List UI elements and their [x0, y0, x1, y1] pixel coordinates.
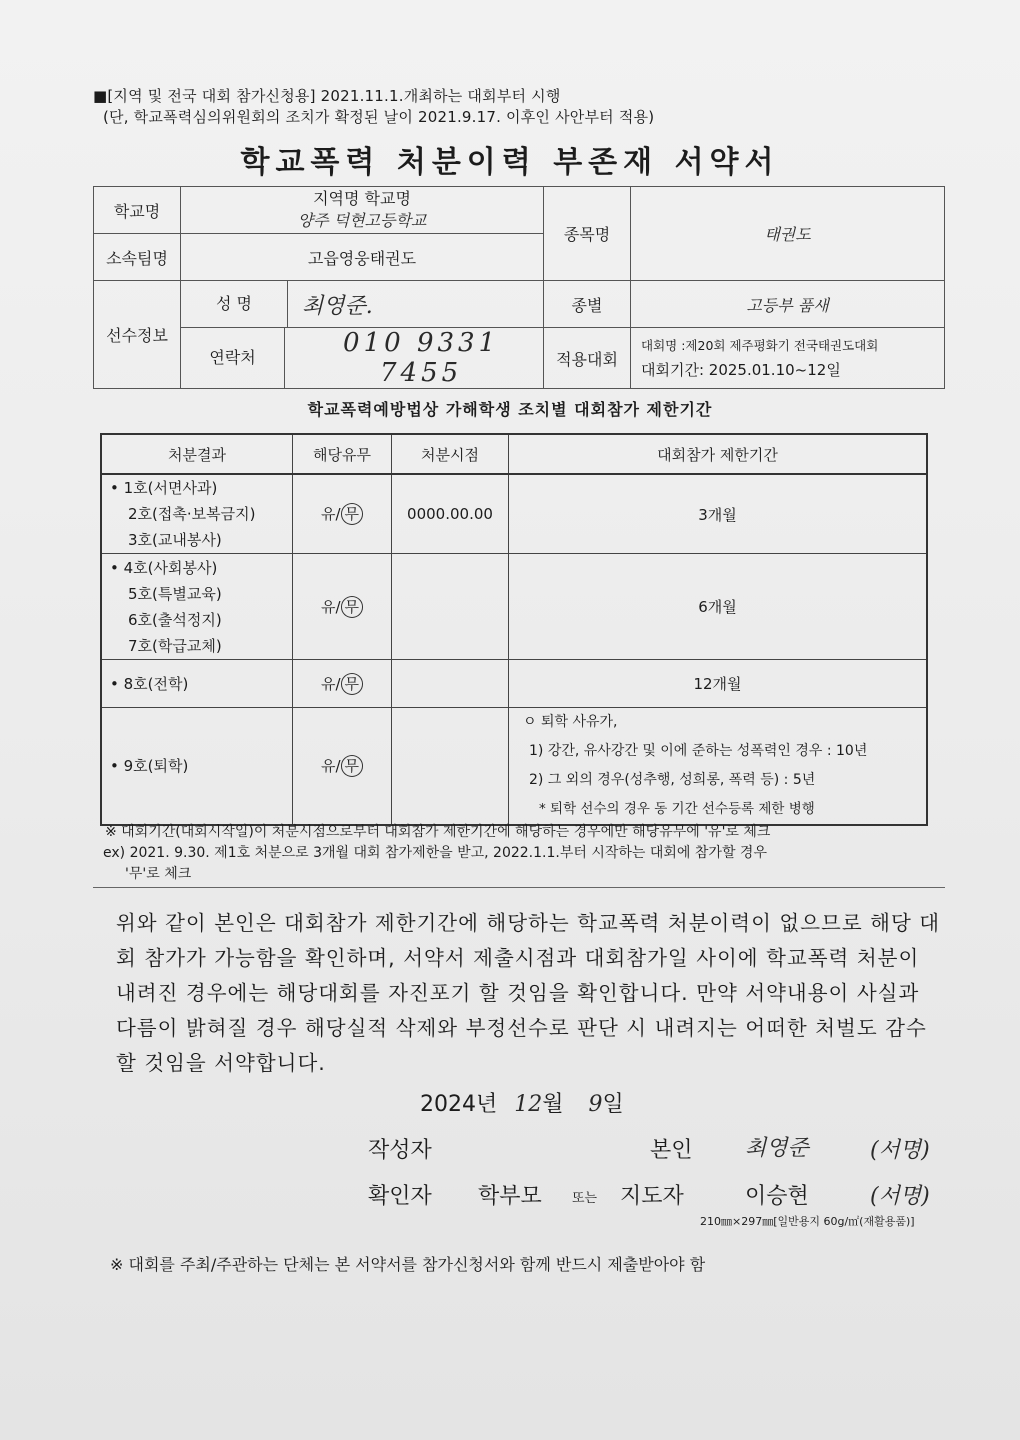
- confirmer-label: 확인자: [368, 1184, 432, 1209]
- note-line-2: ex) 2021. 9.30. 제1호 처분으로 3개월 대회 참가제한을 받고, 2022.1.1.부터 시작하는 대회에 참가할 경우: [103, 845, 767, 861]
- limit-period: 12개월: [509, 660, 928, 708]
- signing-date: [420, 1087, 624, 1118]
- applicable-checkbox[interactable]: [293, 554, 392, 660]
- school-header: 지역명 학교명: [313, 189, 411, 208]
- coach-label: 지도자: [620, 1184, 684, 1209]
- expulsion-line-2: 1) 강간, 유사강간 및 이에 준하는 성폭력인 경우 : 10년: [529, 743, 868, 759]
- limit-period: 3개월: [509, 474, 928, 554]
- sanction-date: [392, 660, 509, 708]
- paper-spec: 210㎜×297㎜[일반용지 60g/㎡(재활용품)]: [700, 1215, 915, 1228]
- application-notice: [93, 86, 654, 128]
- writer-label: 작성자: [368, 1138, 432, 1163]
- gender-label: 종별: [544, 281, 631, 328]
- applicable-checkbox[interactable]: [293, 708, 392, 826]
- parent-label: 학부모: [478, 1184, 542, 1209]
- competition-label: 적용대회: [544, 328, 631, 389]
- date-day-suffix: 일: [602, 1092, 624, 1117]
- limit-period-expulsion: [509, 708, 928, 826]
- school-value: 양주 덕현고등학교: [297, 211, 427, 230]
- gender-value: 고등부 품새: [631, 281, 945, 328]
- school-label: 학교명: [94, 187, 181, 234]
- divider: [93, 887, 945, 888]
- type-3: 3호(교내봉사): [128, 531, 222, 549]
- sanction-types: • 8호(전학): [101, 660, 293, 708]
- notice-line-1: ■[지역 및 전국 대회 참가신청용] 2021.11.1.개최하는 대회부터 시행: [93, 87, 561, 105]
- self-seal: (서명): [870, 1138, 930, 1163]
- type-7: 7호(학급교체): [128, 636, 222, 655]
- option-yes: 유/: [320, 597, 341, 616]
- footnote: ※ 대회를 주최/주관하는 단체는 본 서약서를 참가신청서와 함께 반드시 제출받아야 함: [110, 1255, 706, 1274]
- date-month-suffix: 월: [542, 1092, 564, 1117]
- date-month: 12: [514, 1092, 543, 1117]
- header-limit: 대회참가 제한기간: [509, 434, 928, 474]
- option-no-circled: 무: [341, 755, 364, 777]
- check-notes: [105, 822, 955, 885]
- limit-period: 6개월: [509, 554, 928, 660]
- table-row: [101, 708, 927, 826]
- contact-row: [181, 328, 544, 389]
- expulsion-line-1: ㅇ 퇴학 사유가,: [523, 714, 618, 730]
- header-applicable: 해당유무: [293, 434, 392, 474]
- expulsion-line-4: * 퇴학 선수의 경우 동 기간 선수등록 제한 병행: [539, 801, 815, 817]
- team-label: 소속팀명: [94, 234, 181, 281]
- option-yes: 유/: [320, 505, 341, 523]
- info-table: [93, 186, 945, 389]
- coach-seal: (서명): [870, 1184, 930, 1209]
- header-date: 처분시점: [392, 434, 509, 474]
- sanction-table: [100, 433, 928, 826]
- table-row: [101, 554, 927, 660]
- self-label: 본인: [650, 1138, 693, 1163]
- sanction-types: [101, 554, 293, 660]
- option-no-circled: 무: [341, 673, 364, 695]
- option-no-circled: 무: [341, 596, 364, 618]
- sanction-subheading: 학교폭력예방법상 가해학생 조치별 대회참가 제한기간: [307, 400, 713, 419]
- note-line-3: '무'로 체크: [125, 866, 192, 882]
- school-cell: [181, 187, 544, 234]
- pledge-text: 위와 같이 본인은 대회참가 제한기간에 해당하는 학교폭력 처분이력이 없으므로 해당 대회 참가가 가능함을 확인하며, 서약서 제출시점과 대회참가일 사이에 학교폭력 처분이 내려진 경우에는 해당대회를 자진포기 할 것임을 확인합니다. 만약 서약내용이 사실과 다름이 밝혀질 경우 해당실적 삭제와 부정선수로 판단 시 내려지는 어떠한 처벌도 감수할 것임을 서약합니다.: [116, 911, 941, 1075]
- type-4: • 4호(사회봉사): [110, 558, 218, 577]
- sanction-date: 0000.00.00: [392, 474, 509, 554]
- team-value: 고읍영웅태권도: [181, 234, 544, 281]
- applicable-checkbox[interactable]: [293, 474, 392, 554]
- applicable-checkbox[interactable]: [293, 660, 392, 708]
- type-5: 5호(특별교육): [128, 584, 222, 603]
- type-1: • 1호(서면사과): [110, 479, 218, 497]
- table-row: [101, 660, 927, 708]
- player-info-label: 선수정보: [94, 281, 181, 389]
- sanction-types: [101, 474, 293, 554]
- or-label: 또는: [572, 1191, 598, 1206]
- option-yes: 유/: [320, 674, 341, 693]
- header-result: 처분결과: [101, 434, 293, 474]
- option-yes: 유/: [320, 757, 341, 775]
- sanction-types: • 9호(퇴학): [101, 708, 293, 826]
- sanction-date: [392, 554, 509, 660]
- contact-value: 010 9331 7455: [343, 328, 500, 388]
- name-value: 최영준.: [302, 293, 373, 319]
- competition-name: 대회명 :제20회 제주평화기 전국태권도대회: [641, 338, 879, 353]
- sanction-date: [392, 708, 509, 826]
- event-label: 종목명: [544, 187, 631, 281]
- date-year: 2024: [420, 1092, 476, 1117]
- note-line-1: ※ 대회기간(대회시작일)이 처분시점으로부터 대회참가 제한기간에 해당하는 경우에만 해당유무에 '유'로 체크: [105, 824, 771, 840]
- name-row: [181, 281, 544, 328]
- contact-label: 연락처: [181, 328, 285, 388]
- notice-line-2: (단, 학교폭력심의위원회의 조치가 확정된 날이 2021.9.17. 이후인 사안부터 적용): [103, 108, 655, 126]
- table-row: [101, 474, 927, 554]
- type-6: 6호(출석정지): [128, 610, 222, 629]
- type-2: 2호(접촉·보복금지): [128, 505, 256, 523]
- date-day: 9: [588, 1092, 603, 1117]
- self-signature: 최영준: [745, 1136, 809, 1161]
- date-year-suffix: 년: [476, 1092, 498, 1117]
- competition-period: 대회기간: 2025.01.10~12일: [641, 361, 841, 379]
- name-label: 성 명: [181, 281, 288, 327]
- expulsion-line-3: 2) 그 외의 경우(성추행, 성희롱, 폭력 등) : 5년: [529, 772, 816, 788]
- option-no-circled: 무: [341, 503, 364, 525]
- competition-cell: [631, 328, 945, 389]
- document-title: 학교폭력 처분이력 부존재 서약서: [240, 145, 780, 180]
- event-value: 태권도: [631, 187, 945, 281]
- coach-name: 이승현: [745, 1184, 809, 1209]
